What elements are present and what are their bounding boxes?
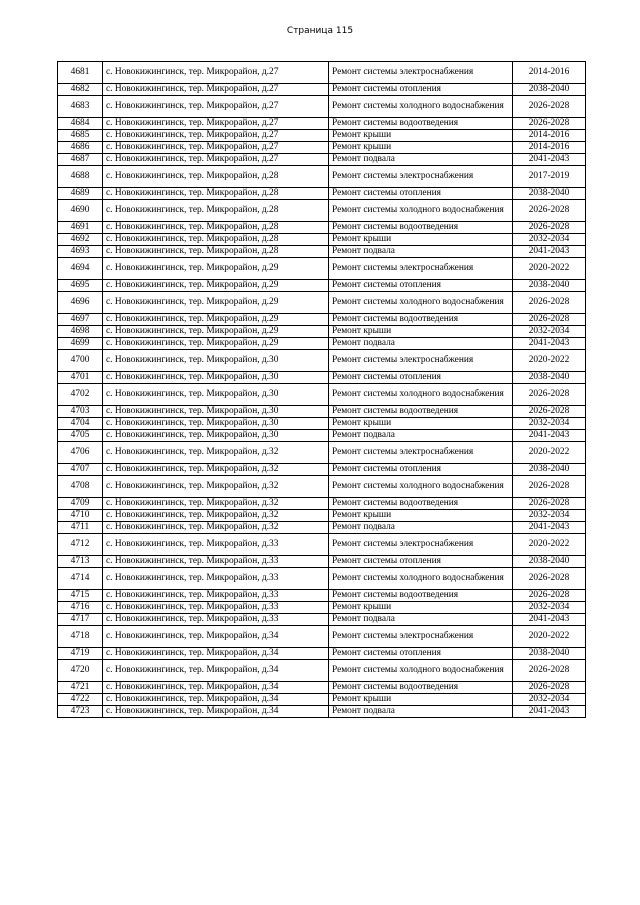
address-cell: с. Новокижингинск, тер. Микрорайон, д.30 [103, 406, 329, 418]
work-type-cell: Ремонт крыши [329, 130, 513, 142]
work-type-cell: Ремонт системы холодного водоснабжения [329, 200, 513, 222]
table-row [58, 614, 586, 626]
period-cell: 2032-2034 [513, 418, 586, 430]
period-cell: 2026-2028 [513, 660, 586, 682]
table-row [58, 464, 586, 476]
table-row [58, 96, 586, 118]
row-number: 4701 [58, 372, 103, 384]
period-cell: 2026-2028 [513, 222, 586, 234]
period-cell: 2032-2034 [513, 694, 586, 706]
address-cell: с. Новокижингинск, тер. Микрорайон, д.32 [103, 442, 329, 464]
address-cell: с. Новокижингинск, тер. Микрорайон, д.34 [103, 626, 329, 648]
row-number: 4685 [58, 130, 103, 142]
table-row [58, 590, 586, 602]
work-type-cell: Ремонт системы электроснабжения [329, 350, 513, 372]
work-type-cell: Ремонт системы электроснабжения [329, 62, 513, 84]
work-type-cell: Ремонт системы электроснабжения [329, 442, 513, 464]
address-cell: с. Новокижингинск, тер. Микрорайон, д.27 [103, 96, 329, 118]
period-cell: 2041-2043 [513, 246, 586, 258]
table-row [58, 326, 586, 338]
table-row [58, 314, 586, 326]
work-type-cell: Ремонт системы водоотведения [329, 682, 513, 694]
address-cell: с. Новокижингинск, тер. Микрорайон, д.32 [103, 522, 329, 534]
table-row [58, 476, 586, 498]
row-number: 4713 [58, 556, 103, 568]
work-type-cell: Ремонт крыши [329, 694, 513, 706]
row-number: 4722 [58, 694, 103, 706]
address-cell: с. Новокижингинск, тер. Микрорайон, д.29 [103, 292, 329, 314]
table-row [58, 534, 586, 556]
period-cell: 2041-2043 [513, 154, 586, 166]
row-number: 4694 [58, 258, 103, 280]
row-number: 4699 [58, 338, 103, 350]
table-body [58, 62, 586, 718]
repair-schedule-table [57, 61, 586, 718]
table-row [58, 660, 586, 682]
row-number: 4703 [58, 406, 103, 418]
row-number: 4716 [58, 602, 103, 614]
period-cell: 2014-2016 [513, 142, 586, 154]
table-row [58, 188, 586, 200]
address-cell: с. Новокижингинск, тер. Микрорайон, д.28 [103, 222, 329, 234]
table-row [58, 706, 586, 718]
address-cell: с. Новокижингинск, тер. Микрорайон, д.32 [103, 498, 329, 510]
address-cell: с. Новокижингинск, тер. Микрорайон, д.27 [103, 84, 329, 96]
period-cell: 2020-2022 [513, 258, 586, 280]
address-cell: с. Новокижингинск, тер. Микрорайон, д.32 [103, 464, 329, 476]
table-row [58, 384, 586, 406]
table-row [58, 118, 586, 130]
address-cell: с. Новокижингинск, тер. Микрорайон, д.28 [103, 246, 329, 258]
table-row [58, 430, 586, 442]
work-type-cell: Ремонт системы водоотведения [329, 222, 513, 234]
table-row [58, 280, 586, 292]
row-number: 4692 [58, 234, 103, 246]
period-cell: 2020-2022 [513, 350, 586, 372]
row-number: 4682 [58, 84, 103, 96]
work-type-cell: Ремонт системы холодного водоснабжения [329, 568, 513, 590]
work-type-cell: Ремонт подвала [329, 246, 513, 258]
table-row [58, 222, 586, 234]
row-number: 4707 [58, 464, 103, 476]
table-row [58, 338, 586, 350]
address-cell: с. Новокижингинск, тер. Микрорайон, д.32 [103, 510, 329, 522]
table-row [58, 292, 586, 314]
row-number: 4711 [58, 522, 103, 534]
period-cell: 2038-2040 [513, 464, 586, 476]
table-row [58, 556, 586, 568]
row-number: 4683 [58, 96, 103, 118]
work-type-cell: Ремонт подвала [329, 338, 513, 350]
address-cell: с. Новокижингинск, тер. Микрорайон, д.29 [103, 280, 329, 292]
address-cell: с. Новокижингинск, тер. Микрорайон, д.30 [103, 384, 329, 406]
row-number: 4700 [58, 350, 103, 372]
table-row [58, 418, 586, 430]
period-cell: 2026-2028 [513, 476, 586, 498]
row-number: 4688 [58, 166, 103, 188]
table-row [58, 522, 586, 534]
period-cell: 2041-2043 [513, 706, 586, 718]
table-row [58, 682, 586, 694]
period-cell: 2041-2043 [513, 430, 586, 442]
address-cell: с. Новокижингинск, тер. Микрорайон, д.28 [103, 188, 329, 200]
address-cell: с. Новокижингинск, тер. Микрорайон, д.30 [103, 372, 329, 384]
address-cell: с. Новокижингинск, тер. Микрорайон, д.29 [103, 258, 329, 280]
address-cell: с. Новокижингинск, тер. Микрорайон, д.27 [103, 118, 329, 130]
work-type-cell: Ремонт системы водоотведения [329, 590, 513, 602]
row-number: 4702 [58, 384, 103, 406]
period-cell: 2026-2028 [513, 406, 586, 418]
address-cell: с. Новокижингинск, тер. Микрорайон, д.28 [103, 234, 329, 246]
row-number: 4710 [58, 510, 103, 522]
address-cell: с. Новокижингинск, тер. Микрорайон, д.29 [103, 326, 329, 338]
work-type-cell: Ремонт системы отопления [329, 464, 513, 476]
row-number: 4715 [58, 590, 103, 602]
address-cell: с. Новокижингинск, тер. Микрорайон, д.34 [103, 682, 329, 694]
work-type-cell: Ремонт системы электроснабжения [329, 534, 513, 556]
row-number: 4681 [58, 62, 103, 84]
period-cell: 2038-2040 [513, 280, 586, 292]
table-row [58, 372, 586, 384]
table-row [58, 568, 586, 590]
address-cell: с. Новокижингинск, тер. Микрорайон, д.30 [103, 418, 329, 430]
period-cell: 2020-2022 [513, 534, 586, 556]
row-number: 4690 [58, 200, 103, 222]
table-row [58, 142, 586, 154]
period-cell: 2041-2043 [513, 522, 586, 534]
table-row [58, 694, 586, 706]
period-cell: 2014-2016 [513, 130, 586, 142]
work-type-cell: Ремонт системы отопления [329, 280, 513, 292]
address-cell: с. Новокижингинск, тер. Микрорайон, д.34 [103, 706, 329, 718]
address-cell: с. Новокижингинск, тер. Микрорайон, д.30 [103, 350, 329, 372]
work-type-cell: Ремонт системы отопления [329, 84, 513, 96]
period-cell: 2032-2034 [513, 602, 586, 614]
period-cell: 2020-2022 [513, 626, 586, 648]
work-type-cell: Ремонт системы водоотведения [329, 406, 513, 418]
row-number: 4696 [58, 292, 103, 314]
period-cell: 2026-2028 [513, 118, 586, 130]
work-type-cell: Ремонт крыши [329, 142, 513, 154]
table-row [58, 350, 586, 372]
period-cell: 2026-2028 [513, 200, 586, 222]
table-row [58, 442, 586, 464]
row-number: 4705 [58, 430, 103, 442]
address-cell: с. Новокижингинск, тер. Микрорайон, д.28 [103, 166, 329, 188]
table-row [58, 498, 586, 510]
address-cell: с. Новокижингинск, тер. Микрорайон, д.33 [103, 568, 329, 590]
period-cell: 2026-2028 [513, 292, 586, 314]
period-cell: 2041-2043 [513, 338, 586, 350]
page-header: Страница 115 [286, 26, 354, 36]
row-number: 4691 [58, 222, 103, 234]
address-cell: с. Новокижингинск, тер. Микрорайон, д.29 [103, 338, 329, 350]
row-number: 4720 [58, 660, 103, 682]
table-row [58, 510, 586, 522]
period-cell: 2038-2040 [513, 84, 586, 96]
period-cell: 2038-2040 [513, 556, 586, 568]
table-row [58, 626, 586, 648]
address-cell: с. Новокижингинск, тер. Микрорайон, д.34 [103, 660, 329, 682]
address-cell: с. Новокижингинск, тер. Микрорайон, д.33 [103, 602, 329, 614]
address-cell: с. Новокижингинск, тер. Микрорайон, д.34 [103, 648, 329, 660]
work-type-cell: Ремонт системы водоотведения [329, 314, 513, 326]
work-type-cell: Ремонт крыши [329, 602, 513, 614]
work-type-cell: Ремонт системы отопления [329, 188, 513, 200]
row-number: 4687 [58, 154, 103, 166]
address-cell: с. Новокижингинск, тер. Микрорайон, д.27 [103, 130, 329, 142]
period-cell: 2026-2028 [513, 96, 586, 118]
work-type-cell: Ремонт системы электроснабжения [329, 166, 513, 188]
work-type-cell: Ремонт системы холодного водоснабжения [329, 476, 513, 498]
address-cell: с. Новокижингинск, тер. Микрорайон, д.27 [103, 142, 329, 154]
period-cell: 2032-2034 [513, 326, 586, 338]
address-cell: с. Новокижингинск, тер. Микрорайон, д.29 [103, 314, 329, 326]
row-number: 4695 [58, 280, 103, 292]
address-cell: с. Новокижингинск, тер. Микрорайон, д.32 [103, 476, 329, 498]
row-number: 4697 [58, 314, 103, 326]
table-row [58, 648, 586, 660]
work-type-cell: Ремонт системы водоотведения [329, 118, 513, 130]
address-cell: с. Новокижингинск, тер. Микрорайон, д.30 [103, 430, 329, 442]
row-number: 4718 [58, 626, 103, 648]
table-row [58, 130, 586, 142]
period-cell: 2026-2028 [513, 682, 586, 694]
period-cell: 2038-2040 [513, 372, 586, 384]
work-type-cell: Ремонт системы холодного водоснабжения [329, 96, 513, 118]
table-row [58, 258, 586, 280]
work-type-cell: Ремонт системы отопления [329, 372, 513, 384]
row-number: 4706 [58, 442, 103, 464]
address-cell: с. Новокижингинск, тер. Микрорайон, д.33 [103, 556, 329, 568]
period-cell: 2026-2028 [513, 384, 586, 406]
row-number: 4721 [58, 682, 103, 694]
table-row [58, 234, 586, 246]
address-cell: с. Новокижингинск, тер. Микрорайон, д.27 [103, 154, 329, 166]
work-type-cell: Ремонт системы отопления [329, 648, 513, 660]
address-cell: с. Новокижингинск, тер. Микрорайон, д.33 [103, 534, 329, 556]
period-cell: 2026-2028 [513, 498, 586, 510]
work-type-cell: Ремонт системы электроснабжения [329, 626, 513, 648]
work-type-cell: Ремонт подвала [329, 522, 513, 534]
work-type-cell: Ремонт подвала [329, 154, 513, 166]
work-type-cell: Ремонт подвала [329, 430, 513, 442]
address-cell: с. Новокижингинск, тер. Микрорайон, д.33 [103, 590, 329, 602]
table-row [58, 154, 586, 166]
row-number: 4693 [58, 246, 103, 258]
row-number: 4704 [58, 418, 103, 430]
row-number: 4717 [58, 614, 103, 626]
work-type-cell: Ремонт системы электроснабжения [329, 258, 513, 280]
period-cell: 2041-2043 [513, 614, 586, 626]
table-row [58, 62, 586, 84]
row-number: 4698 [58, 326, 103, 338]
period-cell: 2020-2022 [513, 442, 586, 464]
row-number: 4684 [58, 118, 103, 130]
work-type-cell: Ремонт подвала [329, 614, 513, 626]
row-number: 4708 [58, 476, 103, 498]
row-number: 4712 [58, 534, 103, 556]
table-row [58, 602, 586, 614]
period-cell: 2032-2034 [513, 510, 586, 522]
period-cell: 2014-2016 [513, 62, 586, 84]
table-row [58, 84, 586, 96]
address-cell: с. Новокижингинск, тер. Микрорайон, д.33 [103, 614, 329, 626]
period-cell: 2038-2040 [513, 188, 586, 200]
work-type-cell: Ремонт крыши [329, 326, 513, 338]
period-cell: 2026-2028 [513, 590, 586, 602]
work-type-cell: Ремонт системы холодного водоснабжения [329, 660, 513, 682]
row-number: 4723 [58, 706, 103, 718]
row-number: 4719 [58, 648, 103, 660]
table-row [58, 246, 586, 258]
address-cell: с. Новокижингинск, тер. Микрорайон, д.27 [103, 62, 329, 84]
address-cell: с. Новокижингинск, тер. Микрорайон, д.28 [103, 200, 329, 222]
work-type-cell: Ремонт системы отопления [329, 556, 513, 568]
table-row [58, 406, 586, 418]
period-cell: 2017-2019 [513, 166, 586, 188]
row-number: 4686 [58, 142, 103, 154]
work-type-cell: Ремонт крыши [329, 510, 513, 522]
row-number: 4689 [58, 188, 103, 200]
table-row [58, 200, 586, 222]
work-type-cell: Ремонт крыши [329, 418, 513, 430]
period-cell: 2032-2034 [513, 234, 586, 246]
table-row [58, 166, 586, 188]
work-type-cell: Ремонт подвала [329, 706, 513, 718]
work-type-cell: Ремонт системы водоотведения [329, 498, 513, 510]
work-type-cell: Ремонт крыши [329, 234, 513, 246]
period-cell: 2026-2028 [513, 314, 586, 326]
row-number: 4709 [58, 498, 103, 510]
address-cell: с. Новокижингинск, тер. Микрорайон, д.34 [103, 694, 329, 706]
work-type-cell: Ремонт системы холодного водоснабжения [329, 384, 513, 406]
period-cell: 2038-2040 [513, 648, 586, 660]
row-number: 4714 [58, 568, 103, 590]
work-type-cell: Ремонт системы холодного водоснабжения [329, 292, 513, 314]
period-cell: 2026-2028 [513, 568, 586, 590]
